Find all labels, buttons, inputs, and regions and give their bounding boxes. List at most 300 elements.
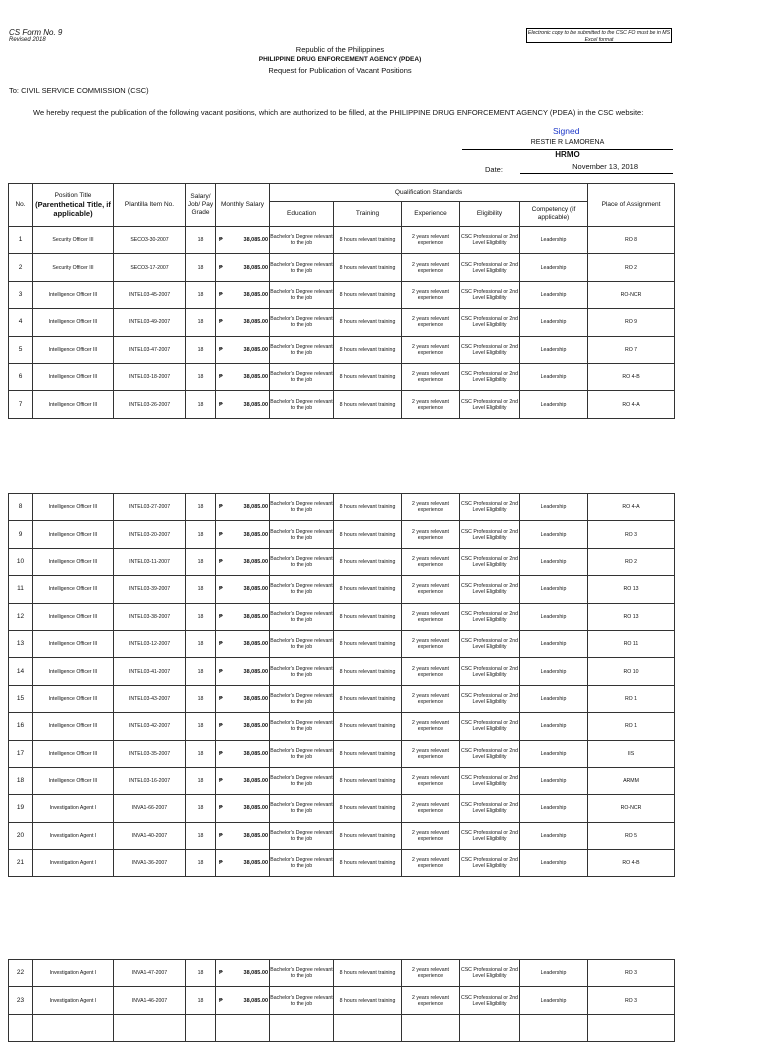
peso-sign: ₱ (219, 997, 223, 1004)
plantilla-item-no: INTEL03-11-2007 (114, 548, 186, 575)
experience-requirement: 2 years relevant experience (402, 960, 460, 987)
salary-amount: 38,085.00 (243, 997, 268, 1004)
position-title: Intelligence Officer III (33, 713, 114, 740)
salary-amount: 38,085.00 (243, 374, 268, 381)
row-number: 21 (9, 850, 33, 877)
eligibility-requirement: CSC Professional or 2nd Level Eligibility (460, 576, 520, 603)
position-title: Investigation Agent I (33, 822, 114, 849)
experience-requirement: 2 years relevant experience (402, 630, 460, 657)
position-title: Investigation Agent I (33, 987, 114, 1014)
training-requirement: 8 hours relevant training (334, 521, 402, 548)
col-header-experience: Experience (402, 202, 460, 227)
peso-sign: ₱ (219, 237, 223, 244)
eligibility-requirement: CSC Professional or 2nd Level Eligibility (460, 795, 520, 822)
competency: Leadership (520, 987, 588, 1014)
place-of-assignment: RO 1 (588, 713, 675, 740)
salary-grade: 18 (186, 850, 216, 877)
training-requirement: 8 hours relevant training (334, 658, 402, 685)
plantilla-item-no (114, 1014, 186, 1041)
peso-sign: ₱ (219, 558, 223, 565)
monthly-salary (216, 309, 270, 336)
monthly-salary (216, 576, 270, 603)
col-header-training: Training (334, 202, 402, 227)
table-row (9, 548, 675, 575)
form-revised: Revised 2018 (9, 37, 46, 43)
row-number: 9 (9, 521, 33, 548)
training-requirement: 8 hours relevant training (334, 850, 402, 877)
peso-sign: ₱ (219, 613, 223, 620)
place-of-assignment: RO 13 (588, 576, 675, 603)
experience-requirement: 2 years relevant experience (402, 795, 460, 822)
table-row (9, 309, 675, 336)
salary-grade: 18 (186, 309, 216, 336)
eligibility-requirement: CSC Professional or 2nd Level Eligibility (460, 850, 520, 877)
eligibility-requirement: CSC Professional or 2nd Level Eligibility (460, 713, 520, 740)
education-requirement: Bachelor's Degree relevant to the job (270, 254, 334, 281)
training-requirement: 8 hours relevant training (334, 960, 402, 987)
place-of-assignment: RO 2 (588, 548, 675, 575)
salary-amount: 38,085.00 (243, 778, 268, 785)
plantilla-item-no: INTEL03-41-2007 (114, 658, 186, 685)
salary-amount: 38,085.00 (243, 319, 268, 326)
training-requirement: 8 hours relevant training (334, 685, 402, 712)
education-requirement: Bachelor's Degree relevant to the job (270, 494, 334, 521)
place-of-assignment: RO 3 (588, 987, 675, 1014)
place-of-assignment: RO 3 (588, 960, 675, 987)
col-header-plantilla: Plantilla Item No. (114, 184, 186, 227)
plantilla-item-no: INTEL03-38-2007 (114, 603, 186, 630)
row-number: 10 (9, 548, 33, 575)
education-requirement (270, 1014, 334, 1041)
position-title: Security Officer III (33, 254, 114, 281)
position-title: Intelligence Officer III (33, 309, 114, 336)
salary-amount: 38,085.00 (243, 860, 268, 867)
col-header-position-title (33, 184, 114, 227)
salary-amount: 38,085.00 (243, 970, 268, 977)
signature-status: Signed (553, 126, 580, 136)
plantilla-item-no: INTEL03-35-2007 (114, 740, 186, 767)
vacancy-table-part-2 (8, 493, 675, 877)
education-requirement: Bachelor's Degree relevant to the job (270, 713, 334, 740)
col-header-competency: Competency (if applicable) (520, 202, 588, 227)
peso-sign: ₱ (219, 750, 223, 757)
training-requirement: 8 hours relevant training (334, 336, 402, 363)
place-of-assignment: RO 4-A (588, 391, 675, 418)
col-header-no: No. (9, 184, 33, 227)
experience-requirement: 2 years relevant experience (402, 603, 460, 630)
row-number: 6 (9, 363, 33, 390)
row-number: 4 (9, 309, 33, 336)
experience-requirement: 2 years relevant experience (402, 576, 460, 603)
position-title: Intelligence Officer III (33, 685, 114, 712)
salary-amount: 38,085.00 (243, 401, 268, 408)
eligibility-requirement: CSC Professional or 2nd Level Eligibility (460, 309, 520, 336)
col-header-education: Education (270, 202, 334, 227)
training-requirement: 8 hours relevant training (334, 630, 402, 657)
monthly-salary (216, 987, 270, 1014)
place-of-assignment: RO 4-B (588, 850, 675, 877)
plantilla-item-no: INTEL03-45-2007 (114, 281, 186, 308)
salary-grade: 18 (186, 336, 216, 363)
eligibility-requirement: CSC Professional or 2nd Level Eligibility (460, 281, 520, 308)
electronic-copy-note: Electronic copy to be submitted to the CSC FO must be in MS Excel format (527, 30, 671, 43)
place-of-assignment: IIS (588, 740, 675, 767)
plantilla-item-no: INTEL03-43-2007 (114, 685, 186, 712)
peso-sign: ₱ (219, 586, 223, 593)
table-row (9, 740, 675, 767)
monthly-salary (216, 494, 270, 521)
education-requirement: Bachelor's Degree relevant to the job (270, 227, 334, 254)
request-paragraph: We hereby request the publication of the following vacant positions, which are authorized to be filled, at the PHILIPPINE DRUG ENFORCEMENT AGENCY (PDEA) in the CSC website: (33, 108, 644, 117)
place-of-assignment: RO-NCR (588, 281, 675, 308)
plantilla-item-no: INTEL03-39-2007 (114, 576, 186, 603)
position-title: Investigation Agent I (33, 850, 114, 877)
document-subtitle: Request for Publication of Vacant Positions (268, 66, 412, 75)
col-header-monthly-salary: Monthly Salary (216, 184, 270, 227)
plantilla-item-no: SECO3-17-2007 (114, 254, 186, 281)
position-title: Intelligence Officer III (33, 363, 114, 390)
experience-requirement (402, 1014, 460, 1041)
peso-sign: ₱ (219, 504, 223, 511)
table-row (9, 850, 675, 877)
peso-sign: ₱ (219, 264, 223, 271)
monthly-salary (216, 740, 270, 767)
table-row (9, 391, 675, 418)
position-title: Investigation Agent I (33, 960, 114, 987)
row-number: 23 (9, 987, 33, 1014)
peso-sign: ₱ (219, 319, 223, 326)
table-row (9, 603, 675, 630)
position-title: Investigation Agent I (33, 795, 114, 822)
position-title: Intelligence Officer III (33, 521, 114, 548)
experience-requirement: 2 years relevant experience (402, 767, 460, 794)
place-of-assignment: RO 10 (588, 658, 675, 685)
monthly-salary (216, 767, 270, 794)
training-requirement: 8 hours relevant training (334, 822, 402, 849)
education-requirement: Bachelor's Degree relevant to the job (270, 740, 334, 767)
training-requirement: 8 hours relevant training (334, 576, 402, 603)
plantilla-item-no: INTEL03-49-2007 (114, 309, 186, 336)
row-number: 13 (9, 630, 33, 657)
education-requirement: Bachelor's Degree relevant to the job (270, 685, 334, 712)
salary-amount: 38,085.00 (243, 237, 268, 244)
peso-sign: ₱ (219, 291, 223, 298)
training-requirement: 8 hours relevant training (334, 987, 402, 1014)
table-row (9, 987, 675, 1014)
plantilla-item-no: INVA1-40-2007 (114, 822, 186, 849)
table-row (9, 363, 675, 390)
competency: Leadership (520, 281, 588, 308)
peso-sign: ₱ (219, 346, 223, 353)
plantilla-item-no: INTEL03-18-2007 (114, 363, 186, 390)
monthly-salary (216, 521, 270, 548)
competency: Leadership (520, 548, 588, 575)
education-requirement: Bachelor's Degree relevant to the job (270, 281, 334, 308)
eligibility-requirement: CSC Professional or 2nd Level Eligibility (460, 548, 520, 575)
competency: Leadership (520, 521, 588, 548)
salary-grade: 18 (186, 987, 216, 1014)
salary-grade: 18 (186, 630, 216, 657)
salary-grade: 18 (186, 822, 216, 849)
training-requirement: 8 hours relevant training (334, 227, 402, 254)
salary-amount: 38,085.00 (243, 668, 268, 675)
table-row (9, 630, 675, 657)
education-requirement: Bachelor's Degree relevant to the job (270, 548, 334, 575)
row-number: 2 (9, 254, 33, 281)
training-requirement: 8 hours relevant training (334, 281, 402, 308)
place-of-assignment (588, 1014, 675, 1041)
education-requirement: Bachelor's Degree relevant to the job (270, 850, 334, 877)
salary-amount: 38,085.00 (243, 695, 268, 702)
competency (520, 1014, 588, 1041)
experience-requirement: 2 years relevant experience (402, 336, 460, 363)
competency: Leadership (520, 740, 588, 767)
col-header-qualification-standards: Qualification Standards (270, 184, 588, 202)
addressee: To: CIVIL SERVICE COMMISSION (CSC) (9, 86, 149, 95)
experience-requirement: 2 years relevant experience (402, 281, 460, 308)
competency: Leadership (520, 850, 588, 877)
salary-grade: 18 (186, 494, 216, 521)
peso-sign: ₱ (219, 723, 223, 730)
plantilla-item-no: INVA1-36-2007 (114, 850, 186, 877)
position-title: Intelligence Officer III (33, 281, 114, 308)
experience-requirement: 2 years relevant experience (402, 363, 460, 390)
monthly-salary (216, 630, 270, 657)
competency: Leadership (520, 685, 588, 712)
monthly-salary (216, 227, 270, 254)
education-requirement: Bachelor's Degree relevant to the job (270, 822, 334, 849)
position-title (33, 1014, 114, 1041)
place-of-assignment: RO 11 (588, 630, 675, 657)
row-number: 22 (9, 960, 33, 987)
place-of-assignment: RO 7 (588, 336, 675, 363)
monthly-salary (216, 795, 270, 822)
education-requirement: Bachelor's Degree relevant to the job (270, 576, 334, 603)
table-row (9, 767, 675, 794)
row-number: 16 (9, 713, 33, 740)
table-row (9, 254, 675, 281)
peso-sign: ₱ (219, 668, 223, 675)
monthly-salary (216, 850, 270, 877)
plantilla-item-no: INVA1-46-2007 (114, 987, 186, 1014)
monthly-salary (216, 658, 270, 685)
education-requirement: Bachelor's Degree relevant to the job (270, 309, 334, 336)
row-number: 8 (9, 494, 33, 521)
salary-grade: 18 (186, 685, 216, 712)
position-title: Intelligence Officer III (33, 658, 114, 685)
training-requirement: 8 hours relevant training (334, 254, 402, 281)
training-requirement: 8 hours relevant training (334, 391, 402, 418)
eligibility-requirement: CSC Professional or 2nd Level Eligibility (460, 391, 520, 418)
competency: Leadership (520, 603, 588, 630)
table-row (9, 521, 675, 548)
education-requirement: Bachelor's Degree relevant to the job (270, 603, 334, 630)
eligibility-requirement: CSC Professional or 2nd Level Eligibility (460, 254, 520, 281)
salary-grade: 18 (186, 767, 216, 794)
table-row (9, 822, 675, 849)
eligibility-requirement: CSC Professional or 2nd Level Eligibility (460, 987, 520, 1014)
education-requirement: Bachelor's Degree relevant to the job (270, 767, 334, 794)
education-requirement: Bachelor's Degree relevant to the job (270, 960, 334, 987)
competency: Leadership (520, 336, 588, 363)
table-row (9, 576, 675, 603)
plantilla-item-no: INTEL03-26-2007 (114, 391, 186, 418)
training-requirement: 8 hours relevant training (334, 309, 402, 336)
row-number: 5 (9, 336, 33, 363)
row-number (9, 1014, 33, 1041)
place-of-assignment: RO 4-B (588, 363, 675, 390)
training-requirement: 8 hours relevant training (334, 363, 402, 390)
peso-sign: ₱ (219, 832, 223, 839)
row-number: 20 (9, 822, 33, 849)
row-number: 1 (9, 227, 33, 254)
table-row (9, 336, 675, 363)
plantilla-item-no: INTEL03-16-2007 (114, 767, 186, 794)
row-number: 7 (9, 391, 33, 418)
position-title: Security Officer III (33, 227, 114, 254)
salary-amount: 38,085.00 (243, 504, 268, 511)
salary-amount: 38,085.00 (243, 291, 268, 298)
training-requirement: 8 hours relevant training (334, 740, 402, 767)
salary-grade: 18 (186, 363, 216, 390)
salary-amount: 38,085.00 (243, 805, 268, 812)
vacancy-table-part-1 (8, 183, 675, 419)
experience-requirement: 2 years relevant experience (402, 391, 460, 418)
experience-requirement: 2 years relevant experience (402, 740, 460, 767)
salary-amount: 38,085.00 (243, 641, 268, 648)
plantilla-item-no: INVA1-66-2007 (114, 795, 186, 822)
position-title: Intelligence Officer III (33, 767, 114, 794)
training-requirement: 8 hours relevant training (334, 603, 402, 630)
position-title: Intelligence Officer III (33, 494, 114, 521)
plantilla-item-no: INTEL03-42-2007 (114, 713, 186, 740)
peso-sign: ₱ (219, 695, 223, 702)
monthly-salary (216, 281, 270, 308)
training-requirement: 8 hours relevant training (334, 713, 402, 740)
monthly-salary (216, 960, 270, 987)
date-label: Date: (485, 165, 503, 174)
eligibility-requirement: CSC Professional or 2nd Level Eligibility (460, 521, 520, 548)
salary-amount: 38,085.00 (243, 346, 268, 353)
place-of-assignment: RO 5 (588, 822, 675, 849)
experience-requirement: 2 years relevant experience (402, 227, 460, 254)
competency: Leadership (520, 713, 588, 740)
experience-requirement: 2 years relevant experience (402, 309, 460, 336)
peso-sign: ₱ (219, 805, 223, 812)
experience-requirement: 2 years relevant experience (402, 822, 460, 849)
col-header-place: Place of Assignment (588, 184, 675, 227)
date-value: November 13, 2018 (520, 162, 673, 174)
salary-amount: 38,085.00 (243, 558, 268, 565)
experience-requirement: 2 years relevant experience (402, 658, 460, 685)
place-of-assignment: ARMM (588, 767, 675, 794)
position-title: Intelligence Officer III (33, 576, 114, 603)
monthly-salary (216, 713, 270, 740)
table-row (9, 658, 675, 685)
peso-sign: ₱ (219, 778, 223, 785)
row-number: 19 (9, 795, 33, 822)
salary-amount: 38,085.00 (243, 832, 268, 839)
eligibility-requirement: CSC Professional or 2nd Level Eligibility (460, 603, 520, 630)
education-requirement: Bachelor's Degree relevant to the job (270, 336, 334, 363)
eligibility-requirement: CSC Professional or 2nd Level Eligibility (460, 822, 520, 849)
place-of-assignment: RO 4-A (588, 494, 675, 521)
table-row (9, 227, 675, 254)
competency: Leadership (520, 822, 588, 849)
monthly-salary (216, 391, 270, 418)
eligibility-requirement: CSC Professional or 2nd Level Eligibility (460, 336, 520, 363)
position-title: Intelligence Officer III (33, 630, 114, 657)
competency: Leadership (520, 658, 588, 685)
peso-sign: ₱ (219, 531, 223, 538)
position-title: Intelligence Officer III (33, 740, 114, 767)
monthly-salary (216, 822, 270, 849)
salary-amount: 38,085.00 (243, 750, 268, 757)
competency: Leadership (520, 576, 588, 603)
competency: Leadership (520, 767, 588, 794)
monthly-salary (216, 336, 270, 363)
salary-grade: 18 (186, 227, 216, 254)
monthly-salary (216, 254, 270, 281)
table-row (9, 685, 675, 712)
experience-requirement: 2 years relevant experience (402, 521, 460, 548)
education-requirement: Bachelor's Degree relevant to the job (270, 795, 334, 822)
place-of-assignment: RO-NCR (588, 795, 675, 822)
place-of-assignment: RO 1 (588, 685, 675, 712)
peso-sign: ₱ (219, 970, 223, 977)
eligibility-requirement: CSC Professional or 2nd Level Eligibility (460, 227, 520, 254)
competency: Leadership (520, 795, 588, 822)
peso-sign: ₱ (219, 374, 223, 381)
salary-grade: 18 (186, 391, 216, 418)
place-of-assignment: RO 8 (588, 227, 675, 254)
plantilla-item-no: INTEL03-27-2007 (114, 494, 186, 521)
competency: Leadership (520, 494, 588, 521)
education-requirement: Bachelor's Degree relevant to the job (270, 658, 334, 685)
salary-grade: 18 (186, 521, 216, 548)
education-requirement: Bachelor's Degree relevant to the job (270, 630, 334, 657)
experience-requirement: 2 years relevant experience (402, 685, 460, 712)
salary-grade: 18 (186, 576, 216, 603)
competency: Leadership (520, 227, 588, 254)
table-row (9, 281, 675, 308)
education-requirement: Bachelor's Degree relevant to the job (270, 391, 334, 418)
col-header-position-title-sub: (Parenthetical Title, if applicable) (35, 200, 111, 218)
signatory-title: HRMO (462, 149, 673, 160)
training-requirement (334, 1014, 402, 1041)
competency: Leadership (520, 363, 588, 390)
education-requirement: Bachelor's Degree relevant to the job (270, 521, 334, 548)
competency: Leadership (520, 391, 588, 418)
salary-grade: 18 (186, 795, 216, 822)
row-number: 14 (9, 658, 33, 685)
experience-requirement: 2 years relevant experience (402, 713, 460, 740)
competency: Leadership (520, 254, 588, 281)
experience-requirement: 2 years relevant experience (402, 494, 460, 521)
col-header-eligibility: Eligibility (460, 202, 520, 227)
salary-grade: 18 (186, 254, 216, 281)
monthly-salary (216, 548, 270, 575)
eligibility-requirement (460, 1014, 520, 1041)
agency-heading: PHILIPPINE DRUG ENFORCEMENT AGENCY (PDEA) (258, 56, 422, 63)
salary-grade: 18 (186, 713, 216, 740)
training-requirement: 8 hours relevant training (334, 767, 402, 794)
col-header-position-title-main: Position Title (54, 192, 92, 199)
plantilla-item-no: INTEL03-47-2007 (114, 336, 186, 363)
salary-grade (186, 1014, 216, 1041)
eligibility-requirement: CSC Professional or 2nd Level Eligibility (460, 630, 520, 657)
position-title: Intelligence Officer III (33, 391, 114, 418)
